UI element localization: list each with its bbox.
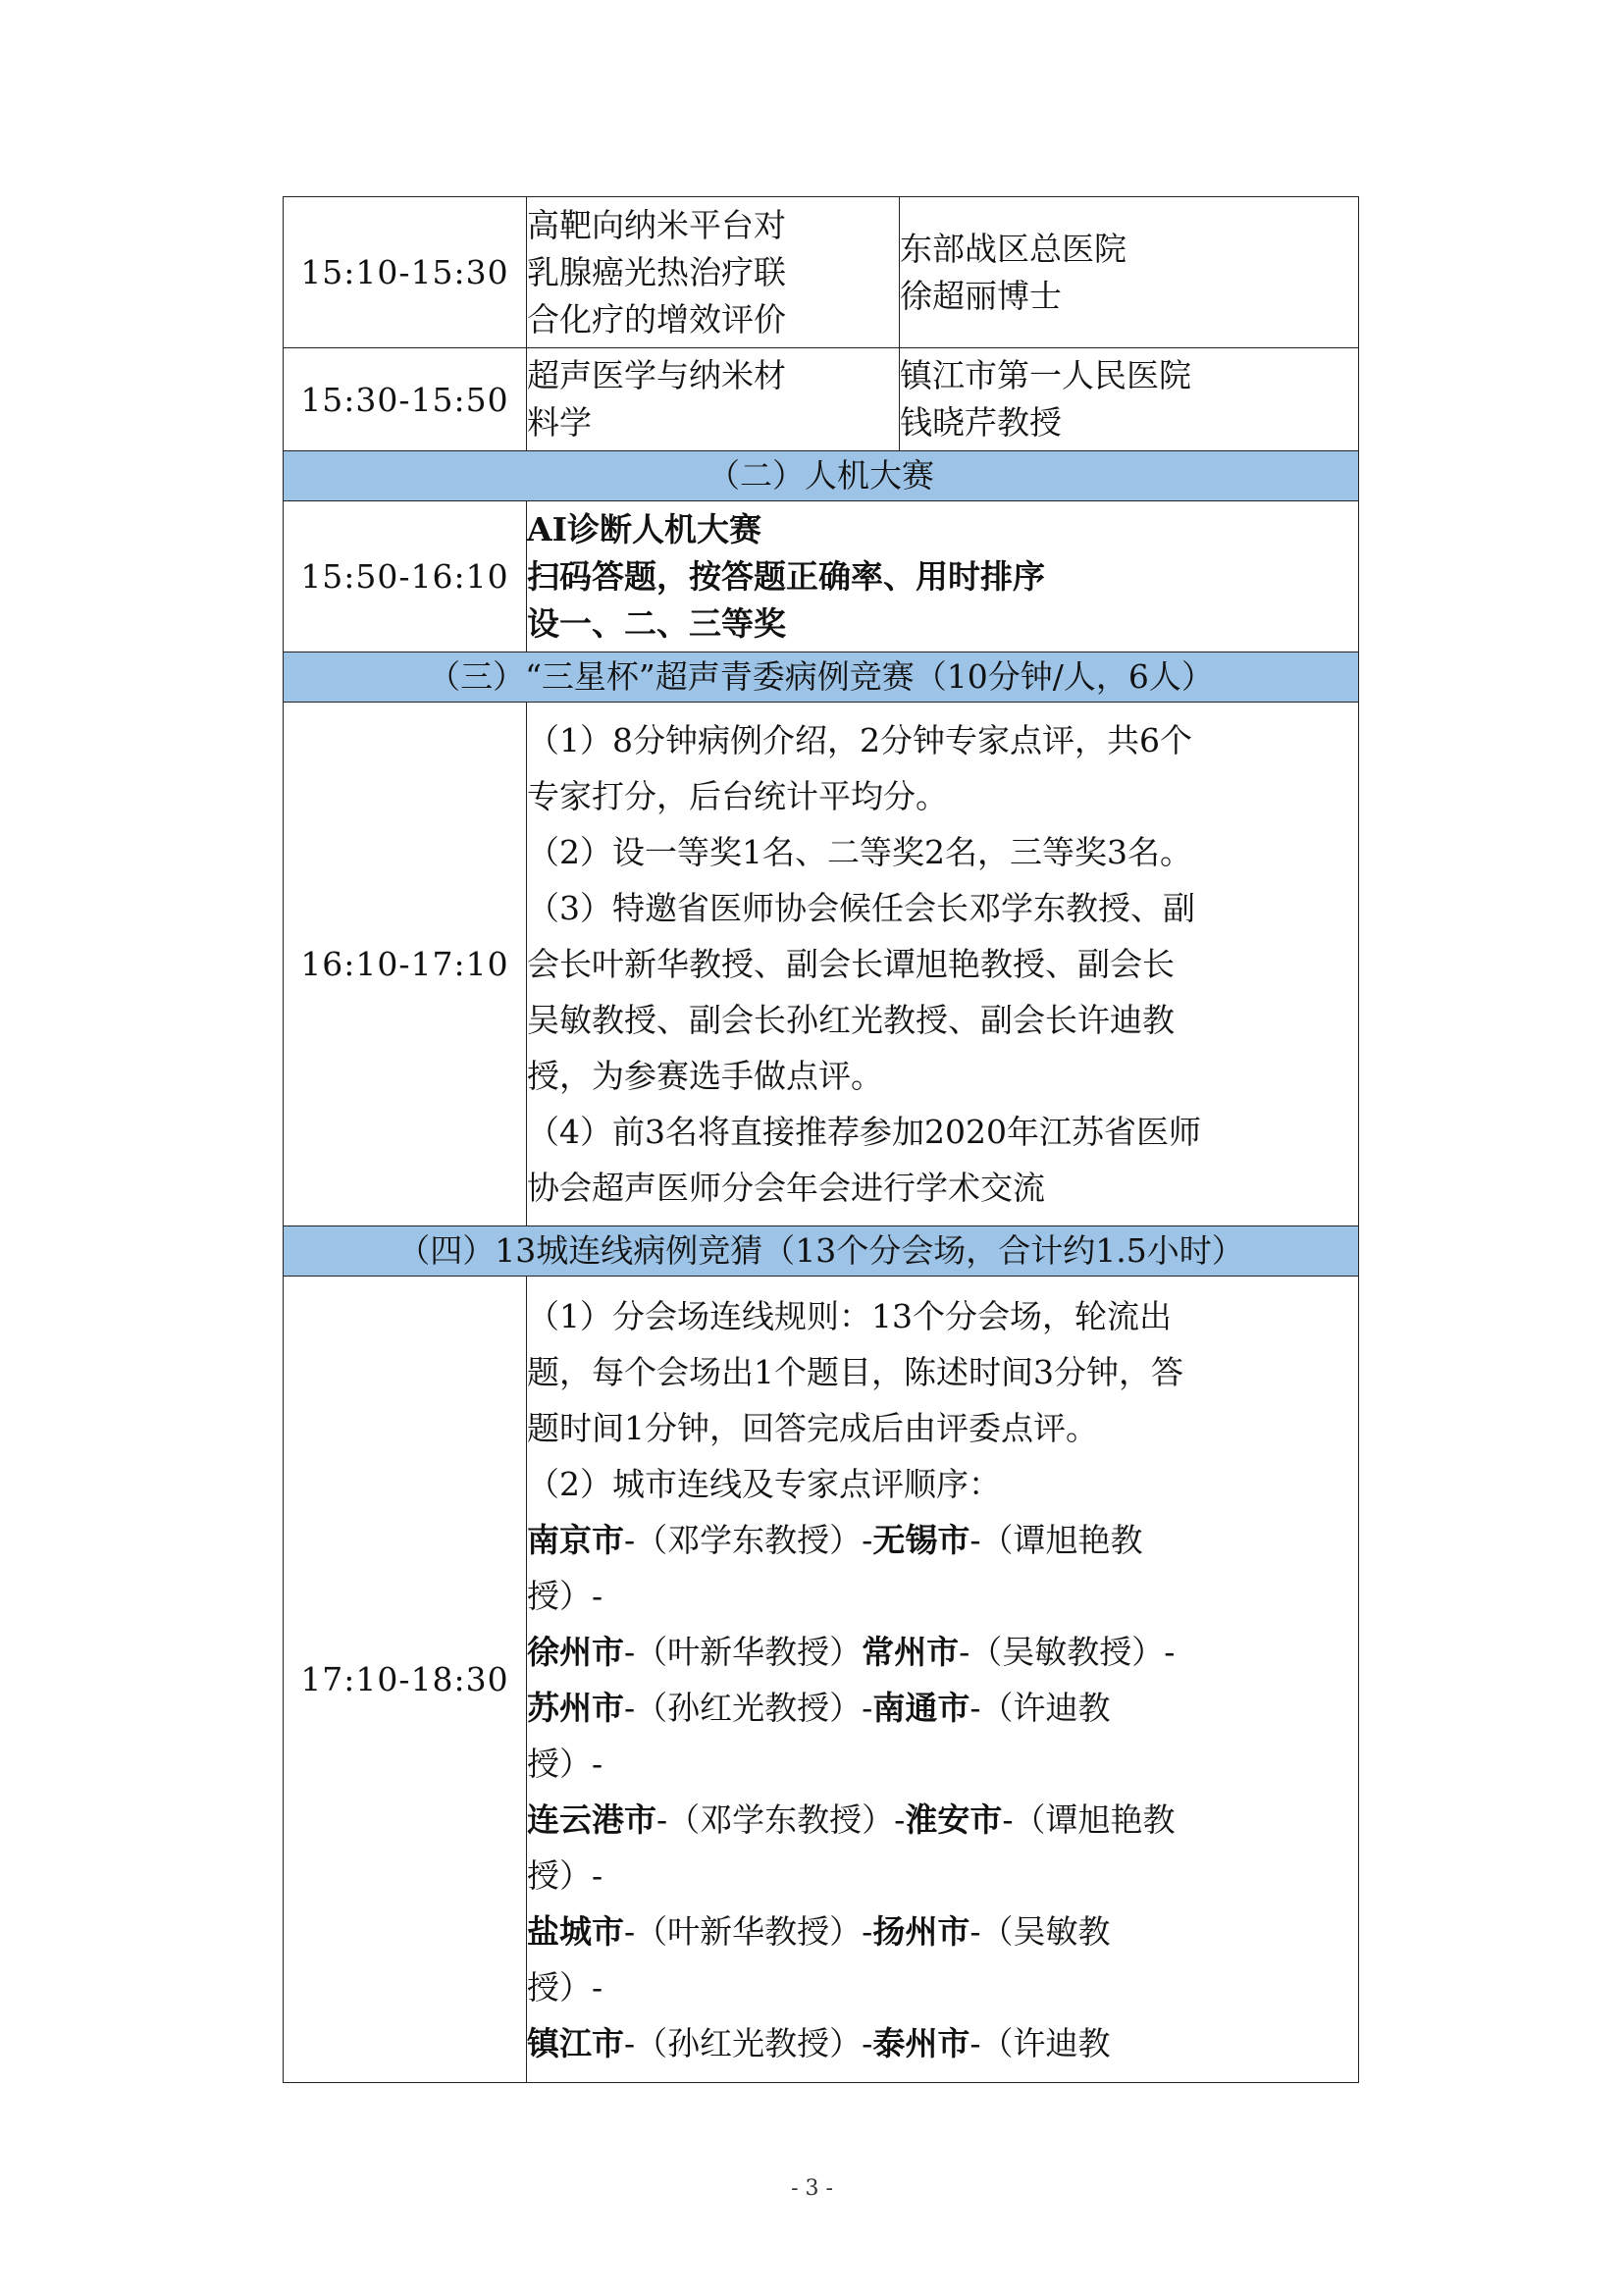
city-sequence <box>527 1512 1358 2071</box>
section-title: （二）人机大赛 <box>284 451 1359 501</box>
reviewer-text: -（谭旭艳教 <box>1002 1799 1176 1839</box>
reviewer-text: -（孙红光教授）- <box>624 1688 873 1727</box>
city-name: 常州市 <box>862 1632 960 1671</box>
city-name: 苏州市 <box>527 1688 624 1727</box>
reviewer-text: 授）- <box>527 1576 603 1615</box>
section-title: （三）“三星杯”超声青委病例竞赛（10分钟/人，6人） <box>284 652 1359 703</box>
city-line <box>527 1959 1358 2015</box>
content-cell: （1）分会场连线规则：13个分会场，轮流出 题，每个会场出1个题目，陈述时间3分钟，答 题时间1分钟，回答完成后由评委点评。 （2）城市连线及专家点评顺序： 南京市-（邓学东教授）-无锡市-（谭旭艳教 授）- 徐州市-（叶新华教授）常州市-（吴敏教授）- 苏州市-（孙红光教授）-南通市-（许迪教 授）- 连云港市-（邓学东教授）-淮安市-（谭旭艳教 授）- 盐城市-（叶新华教授）-扬州市-（吴敏教 授）- 镇江市-（孙红光教授）-泰州市-（许迪教 <box>527 1277 1359 2083</box>
reviewer-text: -（叶新华教授） <box>624 1632 863 1671</box>
time-cell: 16:10-17:10 <box>284 703 527 1226</box>
table-row <box>284 501 1359 652</box>
city-line <box>527 1904 1358 1959</box>
city-line <box>527 1568 1358 1624</box>
city-name: 南京市 <box>527 1520 624 1559</box>
section-title: （四）13城连线病例竞猜（13个分会场，合计约1.5小时） <box>284 1226 1359 1277</box>
city-line <box>527 1680 1358 1736</box>
reviewer-text: 授）- <box>527 1744 603 1783</box>
reviewer-text: -（谭旭艳教 <box>969 1520 1143 1559</box>
schedule-table <box>283 196 1359 2083</box>
city-name: 连云港市 <box>527 1799 656 1839</box>
reviewer-text: -（吴敏教 <box>969 1911 1111 1951</box>
time-cell: 15:30-15:50 <box>284 348 527 451</box>
time-cell: 17:10-18:30 <box>284 1277 527 2083</box>
section-header <box>284 451 1359 501</box>
topic-cell: 高靶向纳米平台对 乳腺癌光热治疗联 合化疗的增效评价 <box>527 197 900 348</box>
content-cell: （1）8分钟病例介绍，2分钟专家点评，共6个 专家打分，后台统计平均分。 （2）设一等奖1名、二等奖2名，三等奖3名。 （3）特邀省医师协会候任会长邓学东教授、副 会长叶新华教授、副会长谭旭艳教授、副会长 吴敏教授、副会长孙红光教授、副会长许迪教 授，为参赛选手做点评。 （4）前3名将直接推荐参加2020年江苏省医师 协会超声医师分会年会进行学术交流 <box>527 703 1359 1226</box>
time-cell: 15:10-15:30 <box>284 197 527 348</box>
reviewer-text: -（叶新华教授）- <box>624 1911 873 1951</box>
city-name: 泰州市 <box>872 2023 970 2062</box>
city-line <box>527 1624 1358 1680</box>
table-row <box>284 197 1359 348</box>
city-line <box>527 1512 1358 1568</box>
section-header <box>284 1226 1359 1277</box>
city-name: 南通市 <box>872 1688 970 1727</box>
time-cell: 15:50-16:10 <box>284 501 527 652</box>
speaker-cell: 镇江市第一人民医院 钱晓芹教授 <box>900 348 1359 451</box>
topic-cell: 超声医学与纳米材 料学 <box>527 348 900 451</box>
city-name: 扬州市 <box>872 1911 970 1951</box>
reviewer-text: -（许迪教 <box>969 1688 1111 1727</box>
reviewer-text: -（许迪教 <box>969 2023 1111 2062</box>
table-row <box>284 348 1359 451</box>
reviewer-text: -（吴敏教授）- <box>959 1632 1176 1671</box>
reviewer-text: 授）- <box>527 1967 603 2007</box>
table-row <box>284 703 1359 1226</box>
city-name: 无锡市 <box>872 1520 970 1559</box>
content-cell: AI诊断人机大赛 扫码答题，按答题正确率、用时排序 设一、二、三等奖 <box>527 501 1359 652</box>
city-name: 淮安市 <box>905 1799 1003 1839</box>
city-line <box>527 1848 1358 1904</box>
reviewer-text: -（孙红光教授）- <box>624 2023 873 2062</box>
city-name: 镇江市 <box>527 2023 624 2062</box>
city-line <box>527 1792 1358 1848</box>
page-number: - 3 - <box>791 2176 833 2201</box>
city-line <box>527 1736 1358 1792</box>
section-header <box>284 652 1359 703</box>
city-name: 盐城市 <box>527 1911 624 1951</box>
speaker-cell: 东部战区总医院 徐超丽博士 <box>900 197 1359 348</box>
reviewer-text: -（邓学东教授）- <box>624 1520 873 1559</box>
table-row <box>284 1277 1359 2083</box>
city-name: 徐州市 <box>527 1632 624 1671</box>
city-line <box>527 2015 1358 2071</box>
reviewer-text: 授）- <box>527 1855 603 1895</box>
reviewer-text: -（邓学东教授）- <box>656 1799 906 1839</box>
